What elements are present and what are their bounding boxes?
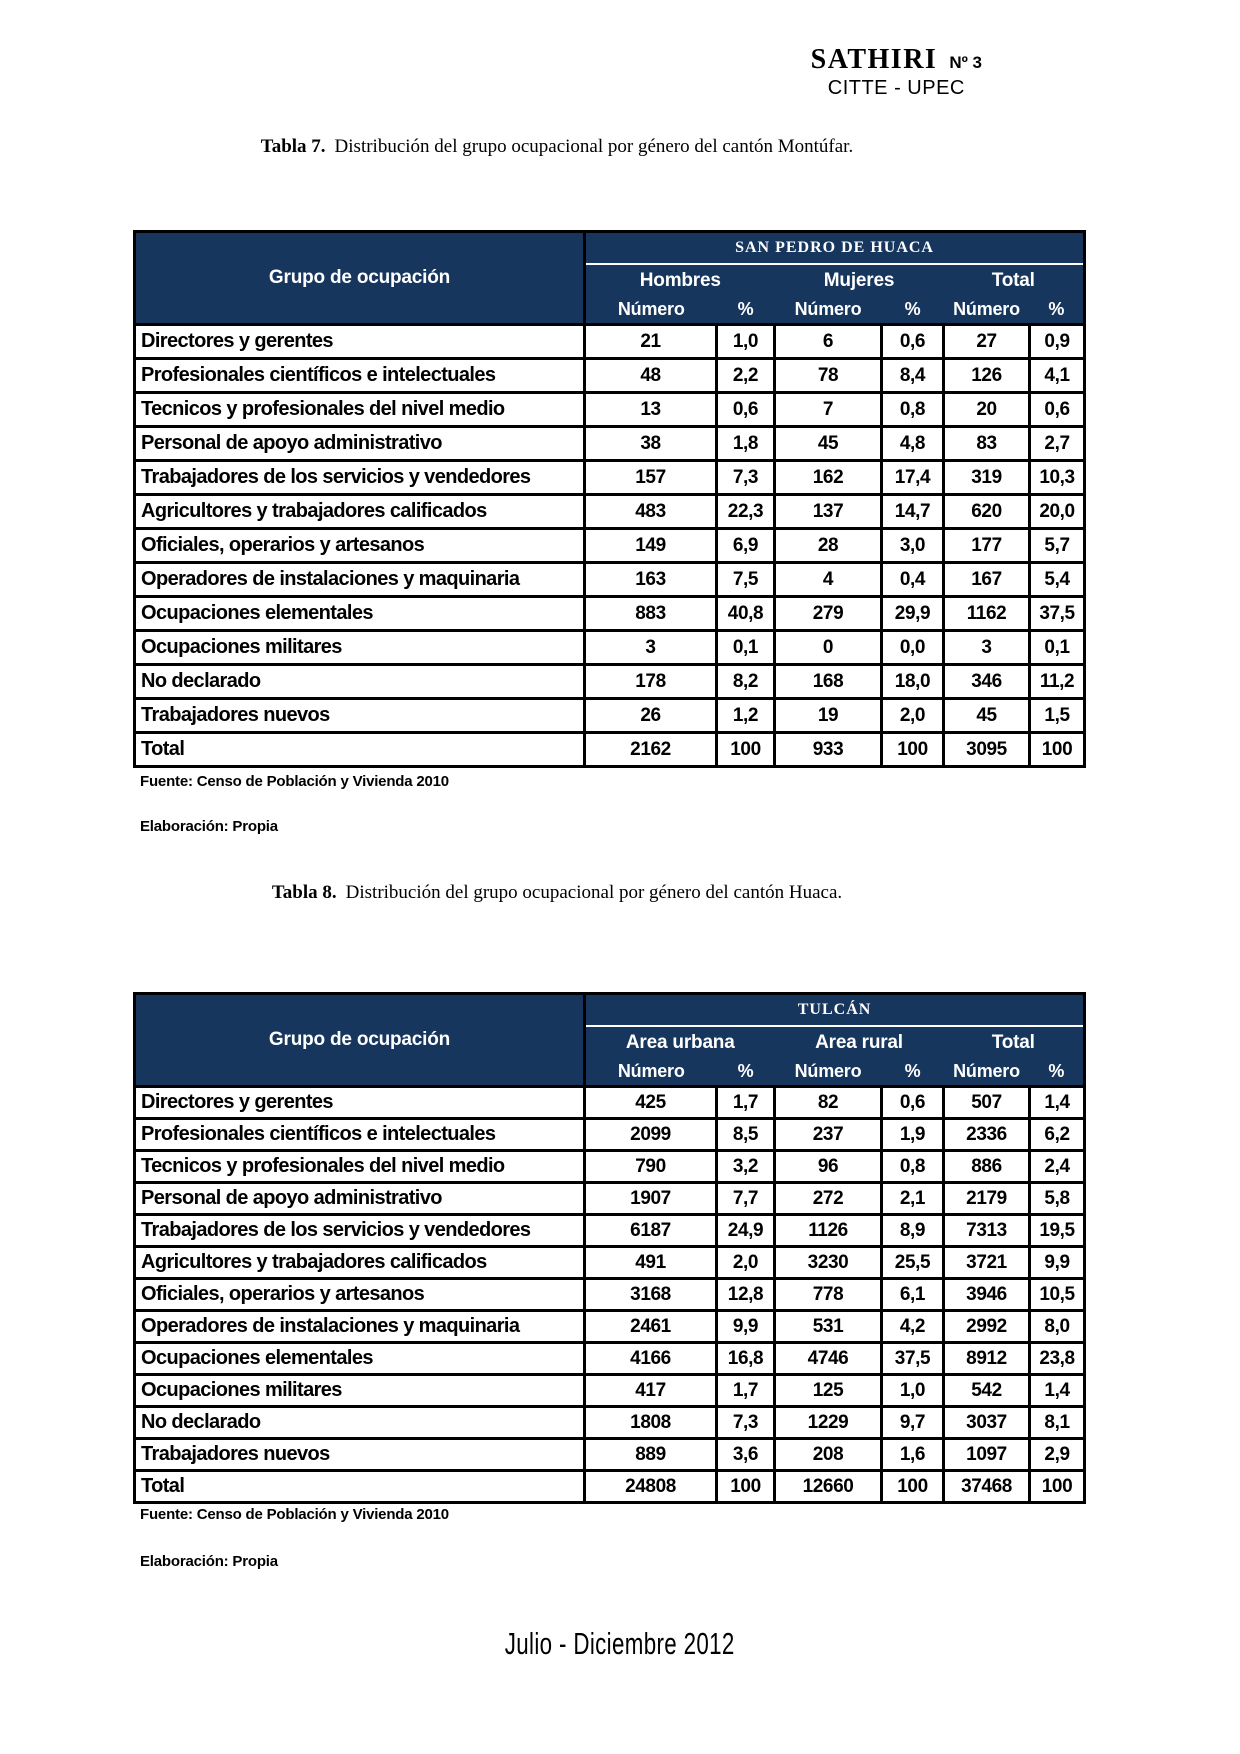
cell-value: 886 [944,1151,1030,1183]
row-label: Trabajadores de los servicios y vendedores [135,1215,585,1247]
cell-value: 4,2 [882,1311,944,1343]
cell-value: 7,5 [717,563,775,597]
cell-value: 425 [585,1087,717,1119]
table-row [135,631,1085,665]
row-label: Ocupaciones elementales [135,597,585,631]
cell-value: 5,8 [1030,1183,1085,1215]
group-header: Area rural [775,1026,944,1058]
cell-value: 3 [944,631,1030,665]
sub-header: Número [944,296,1030,325]
sub-header: Número [585,1058,717,1087]
table-row [135,1439,1085,1471]
cell-value: 3946 [944,1279,1030,1311]
cell-value: 100 [882,1471,944,1503]
cell-value: 20,0 [1030,495,1085,529]
table-row [135,1375,1085,1407]
row-label: Ocupaciones elementales [135,1343,585,1375]
cell-value: 14,7 [882,495,944,529]
cell-value: 279 [775,597,882,631]
cell-value: 5,7 [1030,529,1085,563]
cell-value: 7,3 [717,1407,775,1439]
cell-value: 163 [585,563,717,597]
cell-value: 3037 [944,1407,1030,1439]
cell-value: 178 [585,665,717,699]
cell-value: 237 [775,1119,882,1151]
cell-value: 12660 [775,1471,882,1503]
sub-header: % [882,296,944,325]
cell-value: 1,7 [717,1375,775,1407]
region-header: SAN PEDRO DE HUACA [585,232,1085,265]
row-label: Profesionales científicos e intelectuales [135,1119,585,1151]
cell-value: 346 [944,665,1030,699]
table-row [135,1215,1085,1247]
cell-value: 7313 [944,1215,1030,1247]
group-header: Total [944,264,1085,296]
cell-value: 13 [585,393,717,427]
cell-value: 507 [944,1087,1030,1119]
cell-value: 12,8 [717,1279,775,1311]
cell-value: 491 [585,1247,717,1279]
table-row [135,393,1085,427]
sub-header: % [717,296,775,325]
table7-caption-text: Distribución del grupo ocupacional por género del cantón Montúfar. [334,136,854,157]
cell-value: 48 [585,359,717,393]
cell-value: 177 [944,529,1030,563]
fuente-note: Fuente: Censo de Población y Vivienda 2010 [140,773,449,790]
cell-value: 16,8 [717,1343,775,1375]
row-label: Oficiales, operarios y artesanos [135,1279,585,1311]
table-row [135,461,1085,495]
cell-value: 1,5 [1030,699,1085,733]
sub-header: % [717,1058,775,1087]
cell-value: 2,0 [882,699,944,733]
cell-value: 9,7 [882,1407,944,1439]
cell-value: 7,7 [717,1183,775,1215]
cell-value: 0,6 [1030,393,1085,427]
cell-value: 21 [585,325,717,359]
cell-value: 2,4 [1030,1151,1085,1183]
cell-value: 4166 [585,1343,717,1375]
cell-value: 38 [585,427,717,461]
cell-value: 2,1 [882,1183,944,1215]
cell-value: 37468 [944,1471,1030,1503]
cell-value: 2336 [944,1119,1030,1151]
table-row [135,1407,1085,1439]
row-label: Directores y gerentes [135,1087,585,1119]
cell-value: 45 [944,699,1030,733]
cell-value: 0,0 [882,631,944,665]
table-row [135,1087,1085,1119]
sub-header: Número [775,1058,882,1087]
table-huaca [133,992,1086,1504]
cell-value: 25,5 [882,1247,944,1279]
cell-value: 883 [585,597,717,631]
table-row [135,1119,1085,1151]
cell-value: 2,0 [717,1247,775,1279]
table-row [135,699,1085,733]
cell-value: 1907 [585,1183,717,1215]
cell-value: 24808 [585,1471,717,1503]
row-label: Operadores de instalaciones y maquinaria [135,1311,585,1343]
row-label: Ocupaciones militares [135,631,585,665]
table-row [135,597,1085,631]
cell-value: 8,0 [1030,1311,1085,1343]
cell-value: 10,3 [1030,461,1085,495]
group-header: Total [944,1026,1085,1058]
cell-value: 168 [775,665,882,699]
cell-value: 778 [775,1279,882,1311]
cell-value: 0,4 [882,563,944,597]
journal-title: SATHIRI [810,44,938,75]
sub-header: Número [585,296,717,325]
page-footer [0,1626,1240,1662]
cell-value: 1,0 [717,325,775,359]
cell-value: 1808 [585,1407,717,1439]
cell-value: 2099 [585,1119,717,1151]
sub-header: Número [944,1058,1030,1087]
table-row [135,665,1085,699]
row-label: Tecnicos y profesionales del nivel medio [135,393,585,427]
row-label: No declarado [135,665,585,699]
cell-value: 0,8 [882,1151,944,1183]
cell-value: 18,0 [882,665,944,699]
cell-value: 933 [775,733,882,767]
row-label: Oficiales, operarios y artesanos [135,529,585,563]
table-row [135,1311,1085,1343]
cell-value: 11,2 [1030,665,1085,699]
cell-value: 0,1 [1030,631,1085,665]
cell-value: 10,5 [1030,1279,1085,1311]
row-label: Total [135,1471,585,1503]
cell-value: 208 [775,1439,882,1471]
row-label: Trabajadores nuevos [135,1439,585,1471]
cell-value: 2461 [585,1311,717,1343]
cell-value: 37,5 [882,1343,944,1375]
cell-value: 100 [882,733,944,767]
row-label: Total [135,733,585,767]
cell-value: 8,5 [717,1119,775,1151]
row-label: Trabajadores nuevos [135,699,585,733]
corner-label: Grupo de ocupación [135,994,585,1087]
table7-body [135,325,1085,767]
row-label: Trabajadores de los servicios y vendedores [135,461,585,495]
cell-value: 531 [775,1311,882,1343]
cell-value: 4,8 [882,427,944,461]
cell-value: 1097 [944,1439,1030,1471]
cell-value: 45 [775,427,882,461]
cell-value: 6,1 [882,1279,944,1311]
cell-value: 0,6 [882,325,944,359]
cell-value: 483 [585,495,717,529]
table-row [135,1247,1085,1279]
table-row [135,733,1085,767]
sub-header: Número [775,296,882,325]
cell-value: 7,3 [717,461,775,495]
sub-header: % [882,1058,944,1087]
cell-value: 542 [944,1375,1030,1407]
cell-value: 100 [1030,733,1085,767]
row-label: Personal de apoyo administrativo [135,1183,585,1215]
cell-value: 162 [775,461,882,495]
row-label: Directores y gerentes [135,325,585,359]
journal-subtitle: CITTE - UPEC [827,77,965,99]
cell-value: 19,5 [1030,1215,1085,1247]
cell-value: 272 [775,1183,882,1215]
table-row [135,427,1085,461]
table7-caption-label: Tabla 7. [260,136,326,157]
table-row [135,1471,1085,1503]
elaboracion-note: Elaboración: Propia [140,1553,278,1570]
table-montufar [133,230,1086,768]
table-row [135,325,1085,359]
cell-value: 790 [585,1151,717,1183]
cell-value: 26 [585,699,717,733]
group-header: Hombres [585,264,775,296]
table8-body [135,1087,1085,1503]
page-footer-text: Julio - Diciembre 2012 [505,1626,735,1661]
cell-value: 2,9 [1030,1439,1085,1471]
cell-value: 27 [944,325,1030,359]
cell-value: 1,2 [717,699,775,733]
cell-value: 3095 [944,733,1030,767]
cell-value: 8,9 [882,1215,944,1247]
cell-value: 100 [717,733,775,767]
cell-value: 4746 [775,1343,882,1375]
cell-value: 0,1 [717,631,775,665]
fuente-note: Fuente: Censo de Población y Vivienda 2010 [140,1506,449,1523]
table7-header [135,232,1085,325]
sub-header: % [1030,1058,1085,1087]
cell-value: 100 [1030,1471,1085,1503]
cell-value: 0 [775,631,882,665]
cell-value: 1,0 [882,1375,944,1407]
sub-header: % [1030,296,1085,325]
cell-value: 3721 [944,1247,1030,1279]
row-label: Profesionales científicos e intelectuales [135,359,585,393]
cell-value: 100 [717,1471,775,1503]
cell-value: 1,4 [1030,1375,1085,1407]
table-row [135,529,1085,563]
cell-value: 1,7 [717,1087,775,1119]
cell-value: 1162 [944,597,1030,631]
table-row [135,1151,1085,1183]
cell-value: 167 [944,563,1030,597]
cell-value: 0,6 [882,1087,944,1119]
cell-value: 28 [775,529,882,563]
cell-value: 8,1 [1030,1407,1085,1439]
journal-title-line [811,44,982,76]
cell-value: 3230 [775,1247,882,1279]
cell-value: 6187 [585,1215,717,1247]
table8-caption [0,882,1114,904]
cell-value: 0,6 [717,393,775,427]
cell-value: 1,9 [882,1119,944,1151]
table-row [135,563,1085,597]
region-header: TULCÁN [585,994,1085,1027]
cell-value: 3 [585,631,717,665]
cell-value: 9,9 [1030,1247,1085,1279]
cell-value: 3168 [585,1279,717,1311]
row-label: Personal de apoyo administrativo [135,427,585,461]
cell-value: 6,2 [1030,1119,1085,1151]
cell-value: 2162 [585,733,717,767]
group-header: Area urbana [585,1026,775,1058]
cell-value: 2992 [944,1311,1030,1343]
corner-label: Grupo de ocupación [135,232,585,325]
cell-value: 3,6 [717,1439,775,1471]
cell-value: 3,0 [882,529,944,563]
group-header: Mujeres [775,264,944,296]
row-label: No declarado [135,1407,585,1439]
cell-value: 2179 [944,1183,1030,1215]
cell-value: 40,8 [717,597,775,631]
row-label: Tecnicos y profesionales del nivel medio [135,1151,585,1183]
cell-value: 6,9 [717,529,775,563]
table8-caption-label: Tabla 8. [271,882,337,903]
cell-value: 29,9 [882,597,944,631]
cell-value: 96 [775,1151,882,1183]
table-row [135,495,1085,529]
cell-value: 2,2 [717,359,775,393]
cell-value: 78 [775,359,882,393]
cell-value: 83 [944,427,1030,461]
cell-value: 17,4 [882,461,944,495]
cell-value: 126 [944,359,1030,393]
cell-value: 889 [585,1439,717,1471]
cell-value: 3,2 [717,1151,775,1183]
table-row [135,1279,1085,1311]
row-label: Agricultores y trabajadores calificados [135,1247,585,1279]
cell-value: 0,8 [882,393,944,427]
cell-value: 23,8 [1030,1343,1085,1375]
cell-value: 6 [775,325,882,359]
table-row [135,359,1085,393]
cell-value: 19 [775,699,882,733]
cell-value: 20 [944,393,1030,427]
cell-value: 2,7 [1030,427,1085,461]
cell-value: 149 [585,529,717,563]
cell-value: 24,9 [717,1215,775,1247]
row-label: Agricultores y trabajadores calificados [135,495,585,529]
cell-value: 1229 [775,1407,882,1439]
cell-value: 1,4 [1030,1087,1085,1119]
table7-caption [0,136,1114,158]
cell-value: 4,1 [1030,359,1085,393]
cell-value: 0,9 [1030,325,1085,359]
elaboracion-note: Elaboración: Propia [140,818,278,835]
cell-value: 417 [585,1375,717,1407]
cell-value: 319 [944,461,1030,495]
cell-value: 22,3 [717,495,775,529]
row-label: Ocupaciones militares [135,1375,585,1407]
cell-value: 9,9 [717,1311,775,1343]
cell-value: 37,5 [1030,597,1085,631]
journal-header [811,44,982,100]
table-row [135,1183,1085,1215]
cell-value: 5,4 [1030,563,1085,597]
cell-value: 125 [775,1375,882,1407]
cell-value: 7 [775,393,882,427]
journal-issue: Nº 3 [949,53,982,72]
cell-value: 8,4 [882,359,944,393]
cell-value: 157 [585,461,717,495]
cell-value: 1,6 [882,1439,944,1471]
table8-caption-text: Distribución del grupo ocupacional por género del cantón Huaca. [345,882,843,903]
cell-value: 8912 [944,1343,1030,1375]
cell-value: 1126 [775,1215,882,1247]
table-row [135,1343,1085,1375]
cell-value: 82 [775,1087,882,1119]
table8-header [135,994,1085,1087]
cell-value: 1,8 [717,427,775,461]
cell-value: 137 [775,495,882,529]
row-label: Operadores de instalaciones y maquinaria [135,563,585,597]
cell-value: 8,2 [717,665,775,699]
cell-value: 4 [775,563,882,597]
cell-value: 620 [944,495,1030,529]
